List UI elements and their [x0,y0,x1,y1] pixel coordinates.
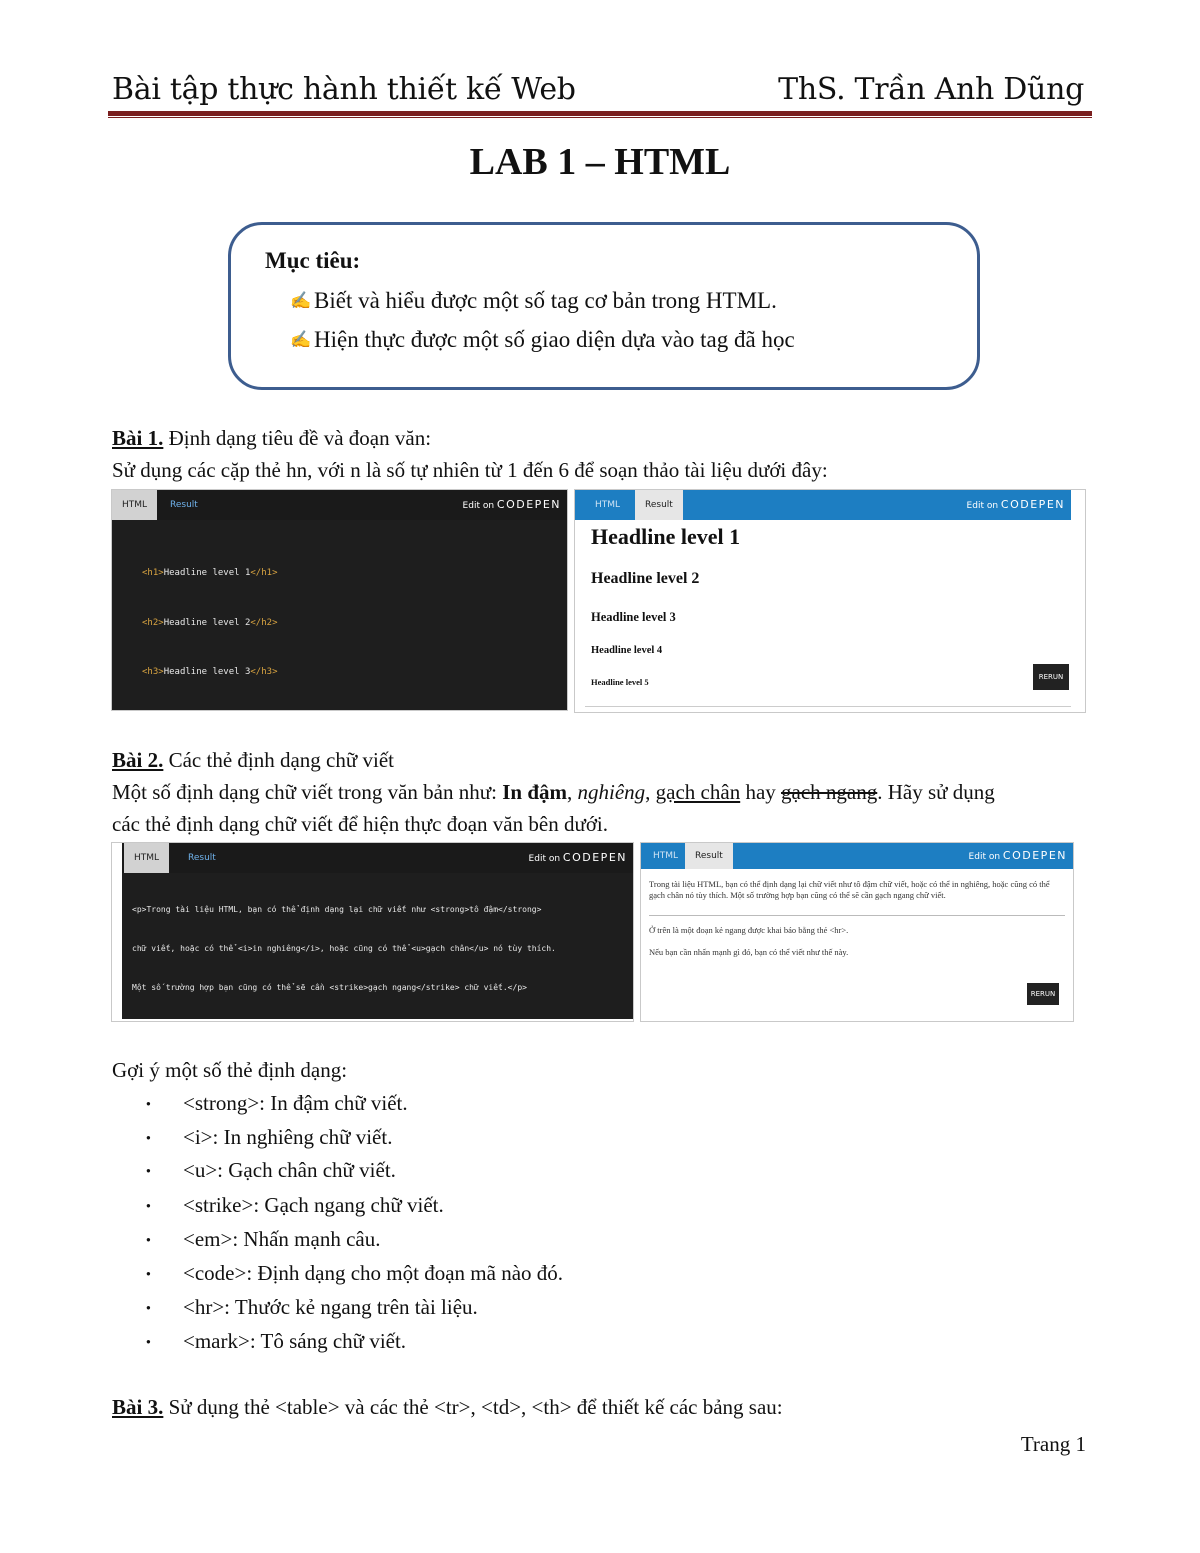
ex3-heading: Bài 3. Sử dụng thẻ <table> và các thẻ <tr>, <td>, <th> để thiết kế các bảng sau: [112,1395,783,1419]
tab-result[interactable]: Result [685,843,733,869]
hint-item: <u>: Gạch chân chữ viết. [183,1158,396,1182]
result-headline-3: Headline level 3 [591,610,676,624]
tab-html[interactable]: HTML [595,500,621,510]
header-rule-thin [108,117,1092,118]
hint-item: <i>: In nghiêng chữ viết. [183,1125,393,1149]
bullet-icon: ● [146,1303,151,1312]
result-paragraph-2: Ở trên là một đoạn kẻ ngang được khai báo bằng thẻ <hr>. [649,925,849,935]
rerun-button[interactable]: RERUN [1027,983,1059,1005]
bullet-icon: ● [146,1166,151,1175]
objective-item: ✍ Biết và hiểu được một số tag cơ bản trong HTML. [290,288,777,313]
ex2-heading: Bài 2. Các thẻ định dạng chữ viết [112,748,394,772]
code-line: <h3>Headline level 3</h3> [142,667,278,677]
ex2-result-panel [640,842,1074,1022]
result-hr [649,915,1065,916]
edit-on-codepen-link[interactable]: Edit on CODEPEN [462,498,561,511]
tab-html[interactable]: HTML [653,851,679,861]
page-title: LAB 1 – HTML [469,141,731,183]
page-number: Trang 1 [1020,1432,1086,1456]
code-line: Một số trường hợp bạn cũng có thể sẽ cần <strike>gạch ngang</strike> chữ viết.</p> [132,983,527,992]
tab-html[interactable]: HTML [112,490,157,520]
objectives-heading: Mục tiêu: [265,248,361,273]
bullet-icon: ● [146,1201,151,1210]
tab-result[interactable]: Result [635,490,683,520]
hint-item: <hr>: Thước kẻ ngang trên tài liệu. [183,1295,478,1319]
ex1-code-panel [111,489,568,711]
code-line: <h2>Headline level 2</h2> [142,617,278,628]
hint-item: <strong>: In đậm chữ viết. [183,1091,408,1115]
ex1-heading: Bài 1. Định dạng tiêu đề và đoạn văn: [112,426,432,450]
result-divider [585,706,1071,707]
result-headline-4: Headline level 4 [591,645,663,656]
tab-result[interactable]: Result [170,500,198,510]
code-block [132,877,556,1022]
tab-html[interactable]: HTML [124,843,169,873]
hint-item: <em>: Nhấn mạnh câu. [183,1227,381,1251]
bullet-icon: ● [146,1235,151,1244]
writing-hand-icon: ✍ [290,291,312,310]
ex2-code-panel [111,842,634,1022]
header-rule [108,111,1092,116]
edit-on-codepen-link[interactable]: Edit on CODEPEN [966,498,1065,511]
header-left: Bài tập thực hành thiết kế Web [112,72,576,107]
objective-item: ✍ Hiện thực được một số giao diện dựa vào tag đã học [290,327,795,352]
hint-item: <strike>: Gạch ngang chữ viết. [183,1193,444,1217]
rerun-button[interactable]: RERUN [1033,664,1069,690]
bullet-icon: ● [146,1133,151,1142]
bullet-icon: ● [146,1099,151,1108]
result-paragraph-3: Nếu bạn cần nhấn mạnh gì đó, bạn có thể viết như thế này. [649,947,849,957]
ex1-desc: Sử dụng các cặp thẻ hn, với n là số tự nhiên từ 1 đến 6 để soạn thảo tài liệu dưới đây: [112,458,828,482]
code-block [142,532,277,711]
code-line: chữ viết, hoặc có thể <i>in nghiêng</i>, hoặc cũng có thể <u>gạch chân</u> nó tùy thích. [132,944,556,953]
ex1-result-panel [574,489,1086,713]
edit-on-codepen-link[interactable]: Edit on CODEPEN [528,851,627,864]
hints-heading: Gợi ý một số thẻ định dạng: [112,1058,348,1082]
result-paragraph-1: Trong tài liệu HTML, bạn có thể định dạng lại chữ viết như tô đậm chữ viết, hoặc có thể in nghiêng, hoặc cũng có thể gạch chân nó tùy thích. Một số trường hợp bạn cũng có thể sẽ cần gạch ngang chữ viết. [649,879,1050,900]
edit-on-codepen-link[interactable]: Edit on CODEPEN [968,849,1067,862]
result-headline-1: Headline level 1 [591,524,741,549]
code-line: <h1>Headline level 1</h1> [142,568,278,578]
ex2-desc-line2: các thẻ định dạng chữ viết để hiện thực đoạn văn bên dưới. [112,812,609,836]
writing-hand-icon: ✍ [290,330,312,349]
code-line: <p>Trong tài liệu HTML, bạn có thể định dạng lại chữ viết như <strong>tô đậm</strong> [132,905,542,914]
header-right: ThS. Trần Anh Dũng [778,72,1084,107]
hint-item: <code>: Định dạng cho một đoạn mã nào đó. [183,1261,564,1285]
bullet-icon: ● [146,1337,151,1346]
ex2-desc: Một số định dạng chữ viết trong văn bản như: In đậm, nghiêng, gạch chân hay gạch ngang. Hãy sử dụng [112,780,995,804]
result-headline-5: Headline level 5 [591,677,649,687]
bullet-icon: ● [146,1269,151,1278]
hint-item: <mark>: Tô sáng chữ viết. [183,1329,407,1353]
result-headline-2: Headline level 2 [591,570,700,587]
tab-result[interactable]: Result [188,853,216,863]
